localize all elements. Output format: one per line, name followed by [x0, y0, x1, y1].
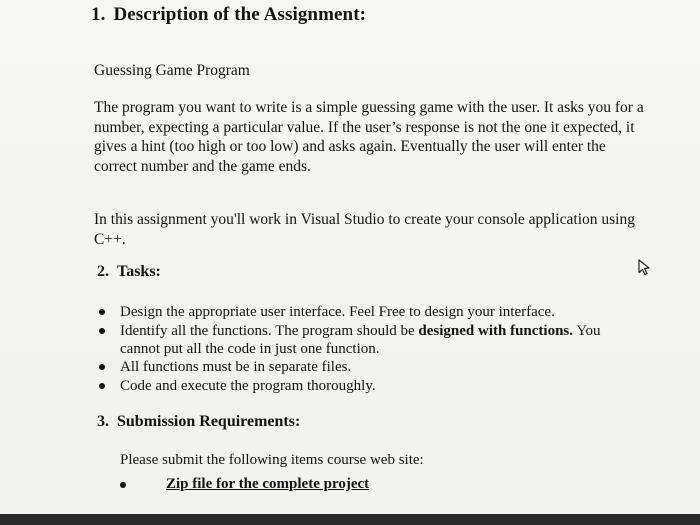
section-1-title: Description of the Assignment:: [113, 4, 367, 25]
environment-paragraph: In this assignment you'll work in Visual Studio to create your console application using C++.: [94, 211, 635, 248]
section-1-number: 1.: [91, 4, 106, 25]
task-text: Design the appropriate user interface. Feel Free to design your interface.: [120, 304, 555, 320]
tasks-list: [97, 303, 637, 395]
section-2-heading: [97, 263, 161, 281]
section-3-title: Submission Requirements:: [117, 413, 301, 430]
bullet-icon: [99, 364, 105, 370]
mouse-pointer-icon: [636, 258, 654, 276]
section-1-heading: [91, 4, 366, 26]
list-item: [97, 377, 637, 395]
task-text-after: You cannot put all the code in just one function.: [120, 322, 601, 357]
list-item: [97, 358, 637, 376]
zip-file-link[interactable]: Zip file for the complete project: [166, 476, 370, 492]
section-3-number: 3.: [97, 413, 109, 430]
list-item: [97, 322, 637, 358]
assignment-subtitle: Guessing Game Program: [94, 62, 250, 79]
bullet-icon: [99, 383, 105, 389]
submission-instruction: Please submit the following items course web site:: [120, 452, 424, 468]
bullet-icon: [99, 309, 105, 315]
task-text-bold: designed with functions.: [418, 322, 574, 339]
screen-bottom-edge: [0, 514, 700, 525]
section-2-title: Tasks:: [117, 263, 161, 280]
task-text-before: Identify all the functions. The program should be: [120, 322, 419, 339]
section-2-number: 2.: [97, 263, 109, 280]
bullet-icon: [99, 328, 105, 334]
description-paragraph: The program you want to write is a simple guessing game with the user. It asks you for a number, expecting a particular value. If the user’s response is not the one it expected, it gives a hint (too high or too low) and asks again. Eventually the user will enter the correct number and the game ends.: [94, 99, 644, 175]
bullet-icon: [120, 482, 126, 488]
task-text: All functions must be in separate files.: [120, 359, 352, 375]
list-item: [97, 303, 637, 321]
task-text: Code and execute the program thoroughly.: [120, 377, 376, 394]
section-3-heading: [97, 413, 300, 431]
